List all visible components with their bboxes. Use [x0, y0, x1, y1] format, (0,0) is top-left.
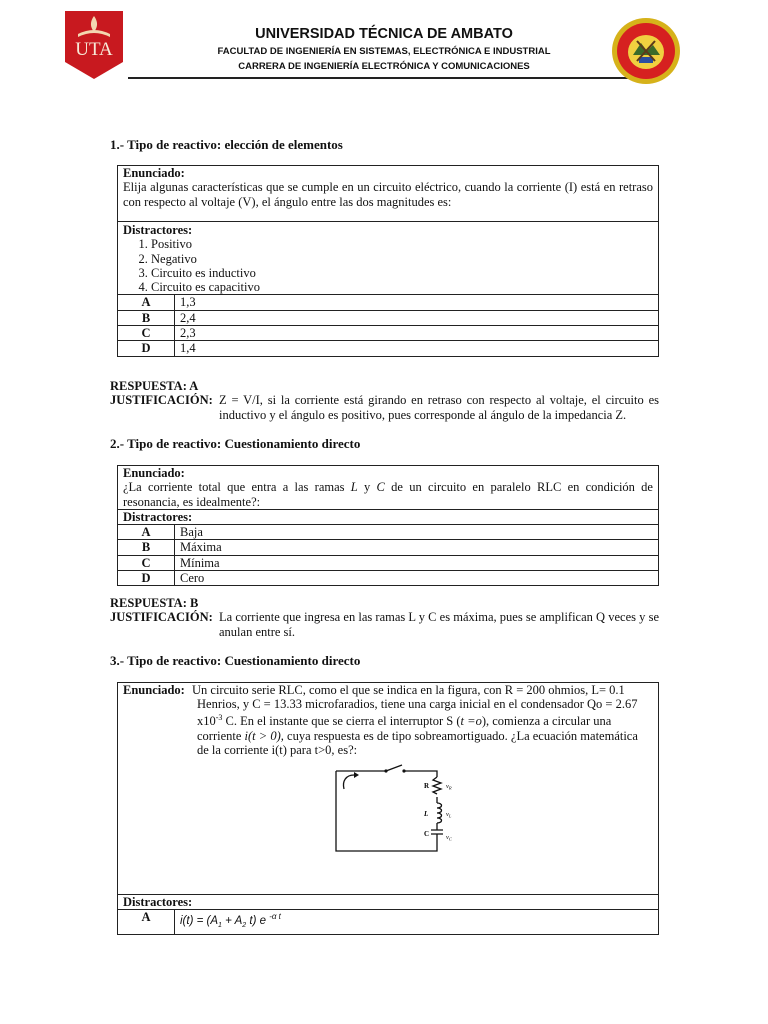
svg-text:vC: $v_C$ [446, 834, 452, 842]
q3-option-a-formula: $i(t) = (A_1 + A_2$ t) e $^{-\alpha t}$ [175, 910, 659, 934]
q1-distractor-list [123, 237, 653, 294]
q2-enunciado-cell [118, 466, 659, 510]
table-row: C Mínima [118, 555, 659, 570]
table-row: B 2,4 [118, 310, 659, 325]
q2-justificacion-text: La corriente que ingresa en las ramas L y C es máxima, pues se amplifican Q veces y se anulan entre sí. [219, 610, 659, 639]
q1-enunciado-label: Enunciado: [123, 166, 185, 180]
rlc-circuit-diagram [332, 763, 462, 857]
svg-text:vL: $v_L$ [446, 811, 452, 819]
q1-distractores-cell [118, 222, 659, 295]
q1-title: 1.- Tipo de reactivo: elección de elementos [110, 137, 343, 152]
table-row: A Baja [118, 525, 659, 540]
table-row: A $i(t) = (A_1 + A_2$ t) e $^{-\alpha t}$ [118, 910, 659, 934]
q3-enunciado-body: Henrios, y C = 13.33 microfaradios, tiene una carga inicial en el condensador Qo = 2.67 $x10^{-3}$ C. En el instante que se cierra el interruptor S (t =o), comienza a circular una corriente i(t > 0), cuya respuesta es de tipo sobreamortiguado. ¿La ecuación matemática de la corriente i(t) para t>0, es?: [197, 697, 638, 758]
q1-distractores-label: Distractores: [123, 223, 193, 237]
table-row: D 1,4 [118, 341, 659, 356]
q3-title: 3.- Tipo de reactivo: Cuestionamiento directo [110, 653, 361, 668]
list-item: 1. Positivo [151, 237, 653, 251]
q3-enunciado-line1: Un circuito serie RLC, como el que se indica en la figura, con R = 200 ohmios, L= 0.1 [192, 683, 625, 697]
resistor-symbol [433, 777, 441, 794]
q2-title: 2.- Tipo de reactivo: Cuestionamiento directo [110, 436, 361, 451]
svg-text:vR: $v_R$ [446, 783, 452, 791]
list-item: 4. Circuito es capacitivo [151, 280, 653, 294]
q3-table [117, 682, 659, 935]
table-row: B Máxima [118, 540, 659, 555]
q3-enunciado-label: Enunciado: [123, 683, 185, 697]
capacitor-symbol [431, 830, 443, 834]
q2-table [117, 465, 659, 586]
svg-text:L: L [424, 810, 429, 818]
header-divider [128, 77, 656, 79]
university-name: UNIVERSIDAD TÉCNICA DE AMBATO [255, 26, 513, 42]
career-name: CARRERA DE INGENIERÍA ELECTRÓNICA Y COMUNICACIONES [238, 61, 530, 72]
q2-enunciado-label: Enunciado: [123, 466, 185, 480]
q1-justificacion-text: Z = V/I, si la corriente está girando en retraso con respecto al voltaje, el circuito es inductivo y el ángulo es positivo, pues corresponde al ángulo de la impedancia Z. [219, 393, 659, 422]
q3-distractores-label: Distractores: [118, 895, 659, 910]
svg-text:C: C [424, 830, 430, 838]
q1-respuesta: RESPUESTA: A [110, 379, 199, 393]
q2-distractores-label: Distractores: [118, 509, 659, 524]
faculty-name: FACULTAD DE INGENIERÍA EN SISTEMAS, ELECTRÓNICA E INDUSTRIAL [217, 46, 551, 57]
table-row: A 1,3 [118, 295, 659, 310]
svg-text:R: R [424, 782, 430, 790]
list-item: 3. Circuito es inductivo [151, 266, 653, 280]
table-row: C 2,3 [118, 326, 659, 341]
q3-enunciado-cell [118, 683, 659, 895]
svg-text:UTA: UTA [75, 39, 113, 60]
q1-enunciado-cell [118, 166, 659, 222]
inductor-symbol [437, 803, 442, 823]
table-row: D Cero [118, 571, 659, 586]
q1-table [117, 165, 659, 357]
q2-enunciado-text: ¿La corriente total que entra a las ramas L y C de un circuito en paralelo RLC en condición de resonancia, es idealmente?: [123, 480, 653, 509]
q2-justificacion-label: JUSTIFICACIÓN: [110, 610, 213, 624]
list-item: 2. Negativo [151, 252, 653, 266]
q1-justificacion-label: JUSTIFICACIÓN: [110, 393, 213, 407]
university-seal [611, 17, 681, 85]
q2-respuesta: RESPUESTA: B [110, 596, 199, 610]
q1-enunciado-text: Elija algunas características que se cumple en un circuito eléctrico, cuando la corriente (I) está en retraso con respecto al voltaje (V), el ángulo entre las dos magnitudes es: [123, 180, 653, 209]
